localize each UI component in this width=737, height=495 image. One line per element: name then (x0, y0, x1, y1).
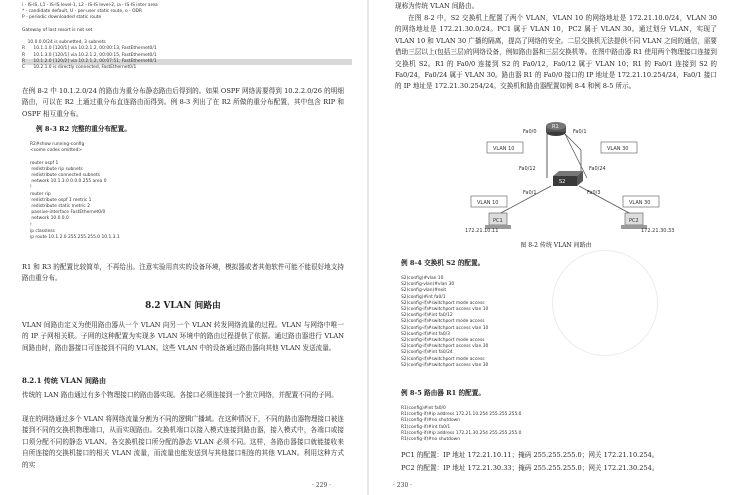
right-paragraph-2: 在图 8-2 中，S2 交换机上配置了两个 VLAN，VLAN 10 的网络地址是 172.21.10.0/24，VLAN 30 的网络地址是 172.21.30.0/24。PC1 属于 VLAN 10，PC2 属于 VLAN 30。通过划分 VLAN，实现了 VLAN 10 和 VLAN 30 广播的隔离，提高了网络的安全。二层交换机无法提供不同 VLAN 之间的通信，需要借助三层以上(包括三层)的网络设备，例如路由器和三层交换机等。在图中路由器 R1 使用两个物理接口连接到交换机 S2。R1 的 Fa0/0 连接到 S2 的 Fa0/12，Fa0/12 属于 VLAN 10；R1 的 Fa0/1 连接到 S2 的 Fa0/24，Fa0/24 属于 VLAN 30。路由器 R1 的 Fa0/0 接口的 IP 地址是 172.21.10.254/24，Fa0/1 接口的 IP 地址是 172.21.30.254/24。交换机和路由器配置如例 8-4 和例 8-5 所示。 (395, 14, 717, 91)
left-page-number: · 229 · (312, 482, 332, 489)
example-8-4-line: S2(config)#vlan 10 (401, 276, 444, 281)
example-8-4-line: S2(config-if)#switchport access vlan 30 (401, 362, 489, 368)
example-8-4-line: S2(config-if)#switchport mode access (401, 338, 485, 344)
vlan-30-label-upper: VLAN 30 (607, 146, 629, 152)
example-8-3-line: <some codes omitted> (30, 148, 83, 154)
s2-port-fa0-3: Fa0/3 (587, 190, 601, 196)
subsection-title: 8.2.1 传统 VLAN 间路由 (22, 376, 106, 385)
example-8-5-caption: 例 8-5 路由器 R1 的配置。 (401, 389, 485, 397)
watermark-logo (552, 250, 658, 356)
example-8-3-line: network 10.1.3.0 0.0.0.255 area 0 (30, 179, 107, 185)
s2-port-fa0-12: Fa0/12 (519, 166, 536, 172)
switch-label: S2 (559, 179, 566, 185)
routing-table-line: Gateway of last resort is not set (22, 27, 93, 33)
routing-table-line: 10.0.0.0/24 is subnetted, 3 subnets (22, 40, 106, 46)
pc1-label: PC1 (493, 218, 503, 224)
pc2-label: PC2 (629, 218, 639, 224)
right-page (369, 0, 737, 495)
example-8-5-line: R1(config-if)#ip address 172.21.10.254 255.255.255.0 (401, 412, 522, 418)
routing-table-line: R 10.1.2.0 [120/2] via 10.2.1.2, 00:07:51, FastEthernet0/1 (22, 59, 352, 65)
left-paragraph-1: 在例 8-2 中 10.1.2.0/24 的路由为重分布静态路由后得到的。如果 OSPF 网络需要得到 10.2.2.0/26 的明细路由，可以在 R2 上通过重分布直连路由而得到。例 8-3 列出了在 R2 所做的重分布配置，其中包含 RIP 和 OSPF 相互重分布。 (22, 87, 344, 118)
example-8-4-line: S2(config-if)#switchport mode access (401, 300, 485, 306)
example-8-4-line: S2(config-if)#int fa0/12 (401, 313, 453, 319)
right-paragraph-1: 现称为传统 VLAN 间路由。 (395, 2, 479, 10)
left-paragraph-3: VLAN 间路由定义为使用路由器从一个 VLAN 向另一个 VLAN 转发网络流量的过程。VLAN 与网络中唯一的 IP 子网相关联。子网的这种配置为实现多 VLAN 环境中的路由过程提供了依据。通过路由器进行 VLAN 间路由时，路由器接口可连接到不同的 VLAN。这些 VLAN 中的设备通过路由器向其他 VLAN 发送流量。 (22, 321, 344, 352)
example-8-3-line: network 10.0.0.0 (30, 216, 69, 222)
example-8-4-line: S2(config-vlan)#exit (401, 288, 447, 294)
routing-table-output (22, 3, 352, 71)
s2-port-fa0-24: Fa0/24 (589, 166, 606, 172)
left-page (0, 0, 368, 495)
figure-8-2-caption: 图 8-2 传统 VLAN 间路由 (520, 242, 592, 249)
right-page-number: · 230 · (393, 482, 413, 489)
vlan-topology-diagram (419, 120, 719, 248)
vlan-30-label-lower: VLAN 30 (629, 200, 651, 206)
routing-table-line: * - candidate default, U - per-user static route, o - ODR (22, 9, 142, 15)
example-8-4-line: S2(config-if)#int fa0/3 (401, 331, 450, 337)
example-8-3-line: redistribute ospf 1 metric 1 (30, 197, 92, 203)
example-8-3-line: ! (30, 185, 32, 191)
routing-table-line: C 10.2.1.0 is directly connected, FastEthernet0/1 (22, 65, 137, 71)
example-8-3-line: R2#show running-config (30, 142, 85, 147)
example-8-4-line: S2(config-if)#switchport mode access (401, 356, 485, 362)
left-paragraph-4: 传统的 LAN 路由通过有多个物理接口的路由器实现。各接口必须连接到一个独立网络，并配置不同的子网。 (22, 391, 338, 399)
pc2-configuration: PC2 的配置：IP 地址 172.21.30.33；掩码 255.255.255.0；网关 172.21.30.254。 (401, 464, 659, 472)
example-8-3-line: router ospf 1 (30, 160, 59, 166)
example-8-3-line: redistribute rip subnets (30, 166, 83, 172)
example-8-4-line: S2(config-if)#switchport access vlan 30 (401, 344, 489, 350)
example-8-3-line: ip route 10.1.2.0 255.255.255.0 10.1.3.1 (30, 235, 120, 241)
example-8-4-caption: 例 8-4 交换机 S2 的配置。 (401, 259, 485, 267)
example-8-3-line: redistribute connected subnets (30, 173, 100, 179)
example-8-3-line: passive-interface FastEthernet0/0 (30, 210, 106, 216)
example-8-5-line: R1(config-if)#no shutdown (401, 437, 461, 443)
example-8-4-line: S2(config-if)#switchport access vlan 10 (401, 325, 489, 331)
example-8-3-caption: 例 8-3 R2 完整的重分布配置。 (36, 125, 131, 133)
example-8-3-line: ip classless (30, 228, 55, 234)
example-8-4-line: S2(config-if)#int fa0/24 (401, 350, 453, 356)
pc2-ip: 172.21.30.33 (641, 228, 675, 234)
vlan-10-label-lower: VLAN 10 (477, 200, 499, 206)
section-title: 8.2 VLAN 间路由 (145, 301, 221, 311)
routing-table-line: i - IS-IS, L1 - IS-IS level-1, L2 - IS-IS level-2, ia - IS-IS inter area (22, 3, 158, 8)
example-8-4-line: S2(config)#int fa0/1 (401, 294, 446, 300)
left-paragraph-5: 现在的网络通过多个 VLAN 将网络流量分割为不同的逻辑广播域。在这种情况下，不同的路由器物理接口被连接到不同的交换机物理端口，从而实现路由。交换机端口以接入模式连接到路由器，接入模式中，各端口或接口须分配不同的静态 VLAN。各交换机接口所分配的静态 VLAN 必须不同。这样，各路由器接口就能接收来自所连接的交换机接口的相关 VLAN 流量，而流量也能发送到与其他接口相连的其他 VLAN。利用这种方式的实 (22, 415, 344, 469)
routing-table-line: R 10.1.3.0 [120/1] via 10.2.1.2, 00:00:15, FastEthernet0/1 (22, 52, 157, 58)
r1-port-fa0-1: Fa0/1 (573, 129, 587, 135)
example-8-4-line: S2(config-if)#switchport mode access (401, 319, 485, 325)
s2-port-fa0-1: Fa0/1 (523, 190, 537, 196)
example-8-5-line: R1(config-if)#no shutdown (401, 418, 461, 424)
routing-table-line: P - periodic downloaded static route (22, 15, 102, 21)
example-8-3-line: router rip (30, 191, 51, 197)
routing-table-line: R 10.1.1.0 [120/1] via 10.2.1.2, 00:00:13, FastEthernet0/1 (22, 46, 157, 52)
example-8-4-line: S2(config-vlan)#vlan 30 (401, 282, 455, 288)
pc1-configuration: PC1 的配置：IP 地址 172.21.10.11；掩码 255.255.255.0；网关 172.21.10.254。 (401, 451, 659, 459)
example-8-5-line: R1(config-if)#ip address 172.21.30.254 255.255.255.0 (401, 430, 522, 436)
example-8-5-code (401, 406, 701, 443)
vlan-10-label-upper: VLAN 10 (493, 146, 515, 152)
r1-port-fa0-0: Fa0/0 (523, 129, 537, 135)
example-8-3-line: redistribute static metric 2 (30, 204, 91, 210)
example-8-3-line: ! (30, 222, 32, 228)
router-label: R1 (552, 124, 559, 130)
switch-icon (553, 171, 583, 186)
example-8-5-line: R1(config)#int fa0/0 (401, 406, 446, 411)
example-8-5-line: R1(config-if)#int fa0/1 (401, 424, 451, 430)
example-8-3-code (30, 142, 350, 241)
left-paragraph-2: R1 和 R3 的配置比较简单，不再给出。注意实验用真实的设备环境，模拟器或者其他软件可能不能很好地支持路由重分布。 (22, 263, 344, 283)
pc1-ip: 172.21.10.11 (465, 228, 499, 234)
example-8-4-line: S2(config-if)#switchport access vlan 10 (401, 307, 489, 313)
